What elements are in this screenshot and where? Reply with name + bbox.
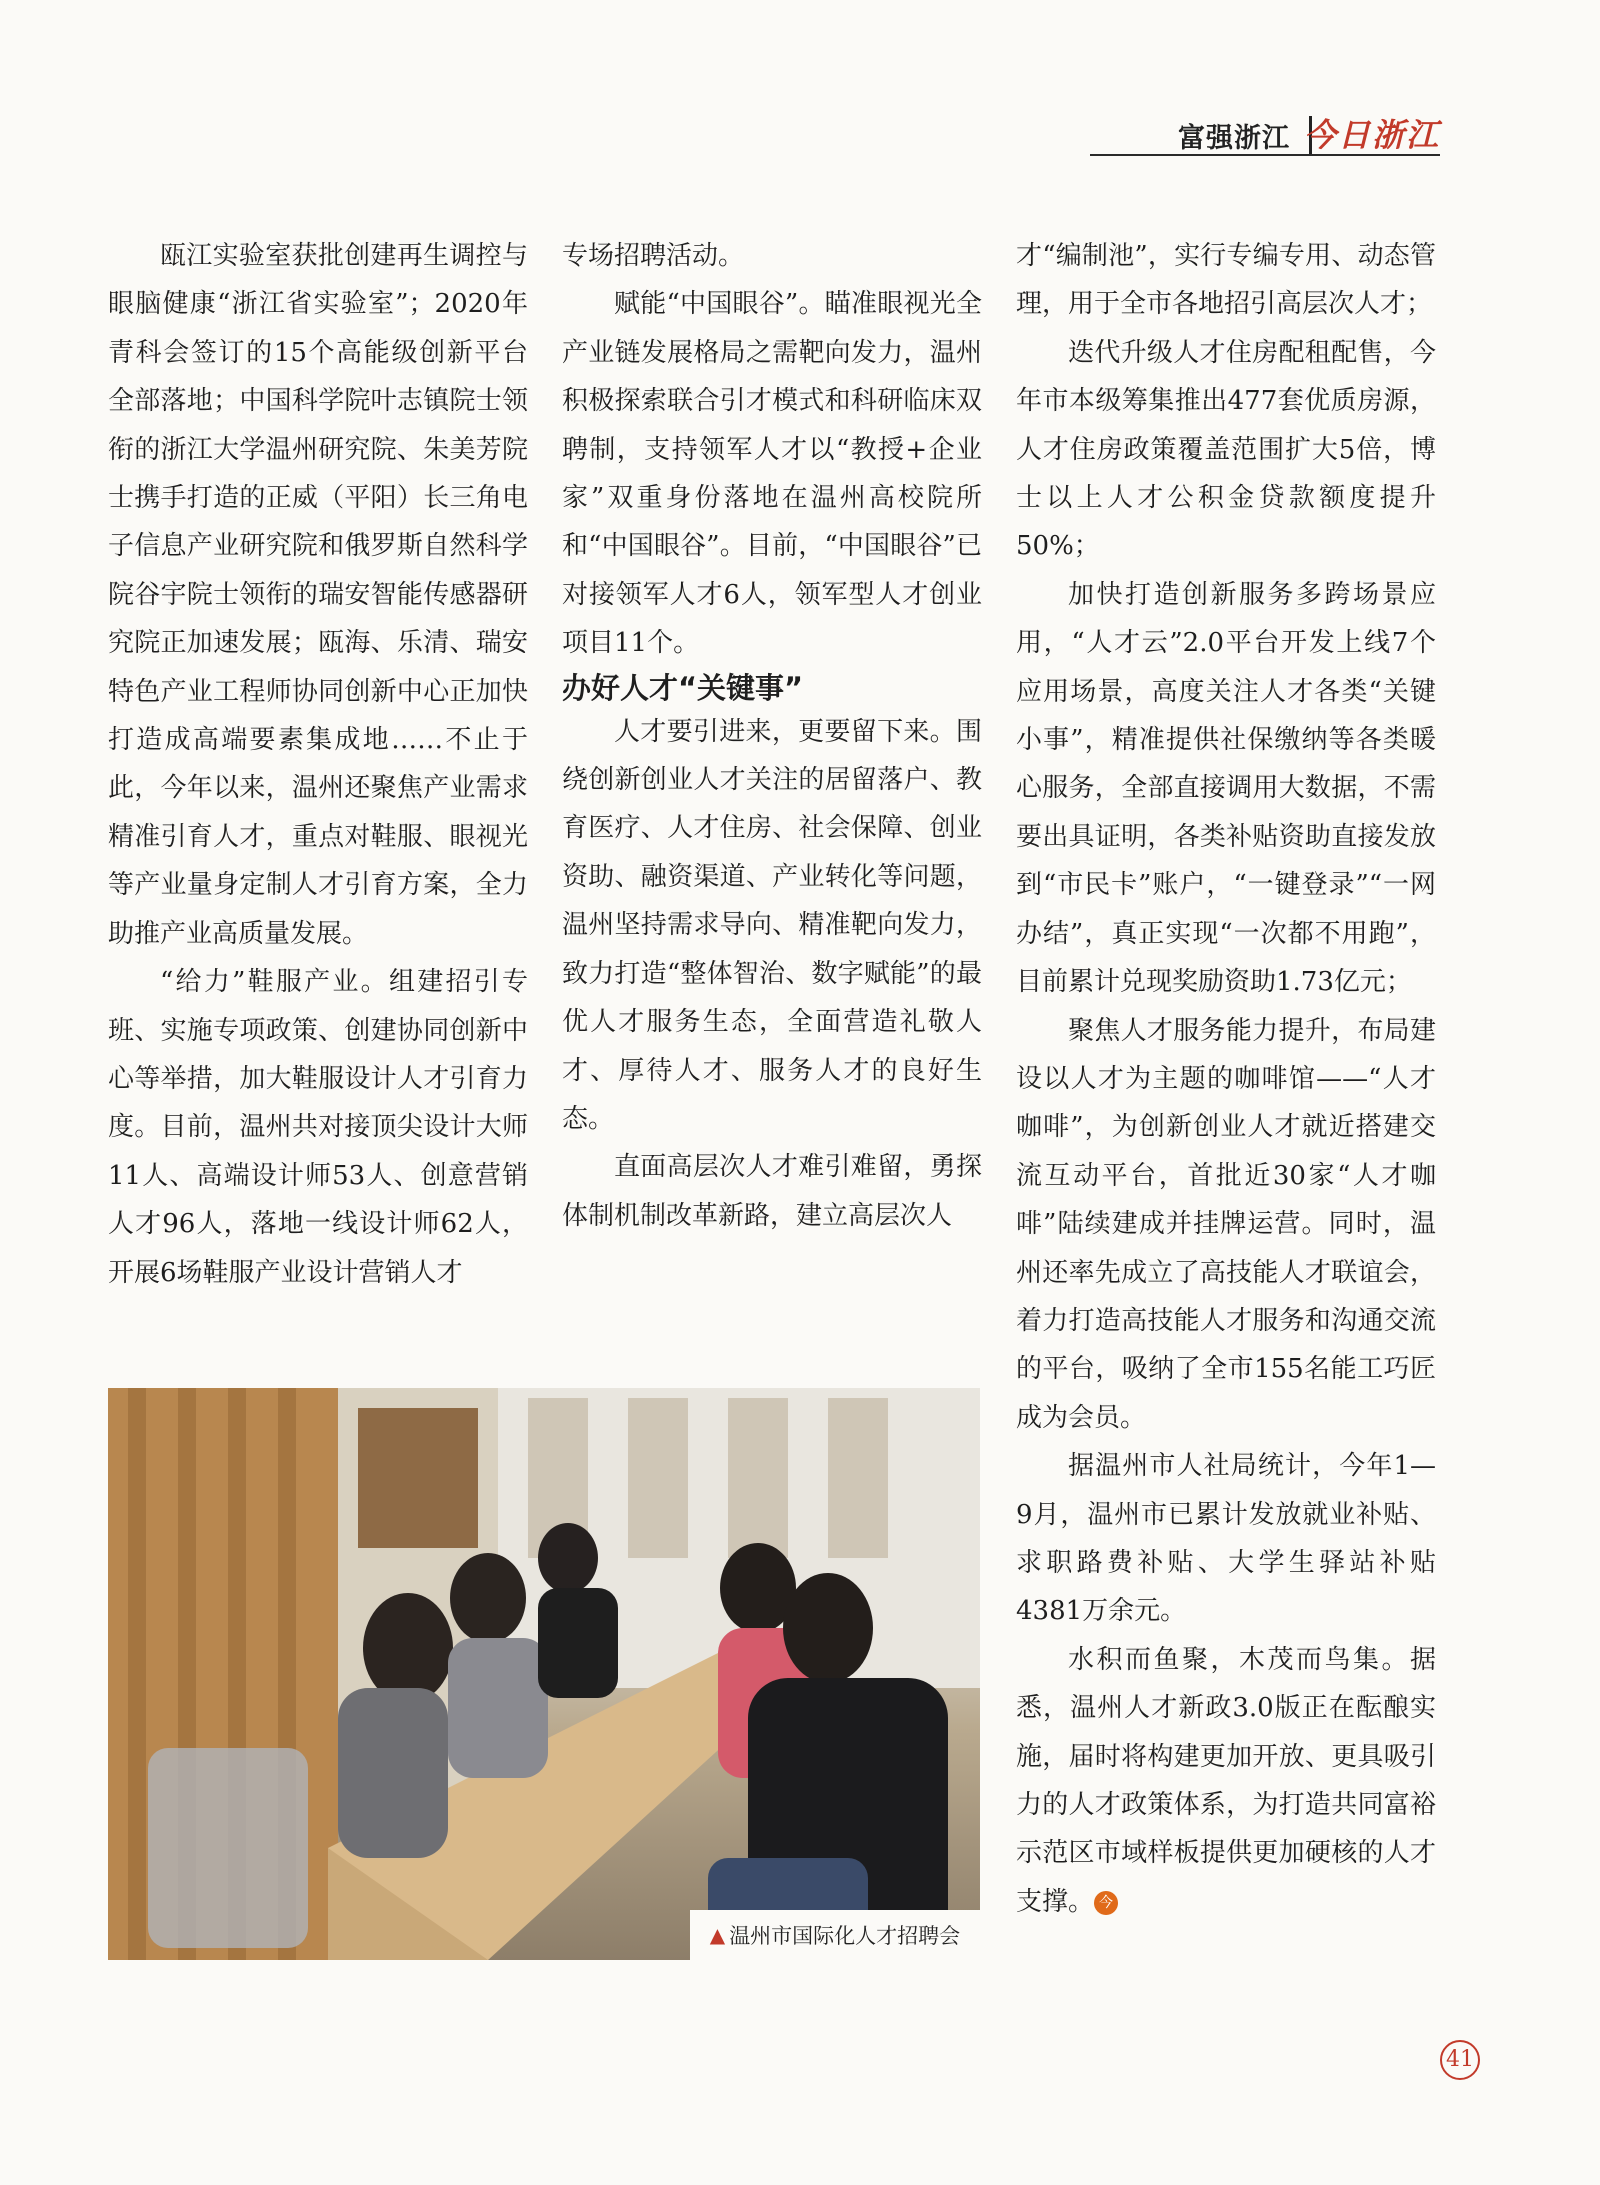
paragraph: 人才要引进来，更要留下来。围绕创新创业人才关注的居留落户、教育医疗、人才住房、社会保障、创业资助、融资渠道、产业转化等问题，温州坚持需求导向、精准靶向发力，致力打造“整体智治、数字赋能”的最优人才服务生态，全面营造礼敬人才、厚待人才、服务人才的良好生态。 xyxy=(562,716,982,1134)
caption-text: 温州市国际化人才招聘会 xyxy=(729,1924,961,1948)
paragraph: 迭代升级人才住房配租配售，今年市本级筹集推出477套优质房源，人才住房政策覆盖范围扩大5倍，博士以上人才公积金贷款额度提升50%； xyxy=(1016,337,1436,562)
triangle-icon: ▲ xyxy=(709,1923,726,1947)
paragraph: “给力”鞋服产业。组建招引专班、实施专项政策、创建协同创新中心等举措，加大鞋服设计人才引育力度。目前，温州共对接顶尖设计大师11人、高端设计师53人、创意营销人才96人，落地一线设计师62人，开展6场鞋服产业设计营销人才 xyxy=(108,967,528,1288)
photo-caption xyxy=(690,1910,980,1960)
article-column-3 xyxy=(1016,232,1436,1926)
paragraph: 瓯江实验室获批创建再生调控与眼脑健康“浙江省实验室”；2020年青科会签订的15个高能级创新平台全部落地；中国科学院叶志镇院士领衔的浙江大学温州研究院、朱美芳院士携手打造的正威（平阳）长三角电子信息产业研究院和俄罗斯自然科学院谷宇院士领衔的瑞安智能传感器研究院正加速发展；瓯海、乐清、瑞安特色产业工程师协同创新中心正加快打造成高端要素集成地……不止于此，今年以来，温州还聚焦产业需求精准引育人才，重点对鞋服、眼视光等产业量身定制人才引育方案，全力助推产业高质量发展。 xyxy=(108,241,528,949)
paragraph: 聚焦人才服务能力提升，布局建设以人才为主题的咖啡馆——“人才咖啡”，为创新创业人才就近搭建交流互动平台，首批近30家“人才咖啡”陆续建成并挂牌运营。同时，温州还率先成立了高技能人才联谊会，着力打造高技能人才服务和沟通交流的平台，吸纳了全市155名能工巧匠成为会员。 xyxy=(1016,1015,1436,1433)
paragraph: 直面高层次人才难引难留，勇探体制机制改革新路，建立高层次人 xyxy=(562,1152,982,1231)
section-subheading: 办好人才“关键事” xyxy=(562,670,804,705)
magazine-logo: 今日浙江 xyxy=(1303,116,1440,154)
page-header xyxy=(1090,112,1440,160)
paragraph-text: 水积而鱼聚，木茂而鸟集。据悉，温州人才新政3.0版正在酝酿实施，届时将构建更加开放、更具吸引力的人才政策体系，为打造共同富裕示范区市域样板提供更加硬核的人才支撑。 xyxy=(1016,1644,1436,1917)
end-mark-icon: 今 xyxy=(1094,1891,1118,1915)
page-number: 41 xyxy=(1440,2040,1480,2080)
paragraph: 据温州市人社局统计，今年1—9月，温州市已累计发放就业补贴、求职路费补贴、大学生驿站补贴4381万余元。 xyxy=(1016,1451,1436,1627)
article-column-1 xyxy=(108,232,528,1297)
paragraph: 加快打造创新服务多跨场景应用，“人才云”2.0平台开发上线7个应用场景，高度关注人才各类“关键小事”，精准提供社保缴纳等各类暖心服务，全部直接调用大数据，不需要出具证明，各类补贴资助直接发放到“市民卡”账户，“一键登录”“一网办结”，真正实现“一次都不用跑”，目前累计兑现奖励资助1.73亿元； xyxy=(1016,579,1436,998)
paragraph: 赋能“中国眼谷”。瞄准眼视光全产业链发展格局之需靶向发力，温州积极探索联合引才模式和科研临床双聘制，支持领军人才以“教授+企业家”双重身份落地在温州高校院所和“中国眼谷”。目前，“中国眼谷”已对接领军人才6人，领军型人才创业项目11个。 xyxy=(562,289,982,659)
section-name: 富强浙江 xyxy=(1178,123,1290,154)
header-rule xyxy=(1090,154,1440,156)
event-photo xyxy=(108,1388,980,1960)
paragraph xyxy=(1016,1636,1436,1926)
article-column-2 xyxy=(562,232,982,1240)
paragraph: 才“编制池”，实行专编专用、动态管理，用于全市各地招引高层次人才； xyxy=(1016,241,1436,320)
paragraph: 专场招聘活动。 xyxy=(562,241,745,271)
photo-illustration xyxy=(108,1388,980,1960)
